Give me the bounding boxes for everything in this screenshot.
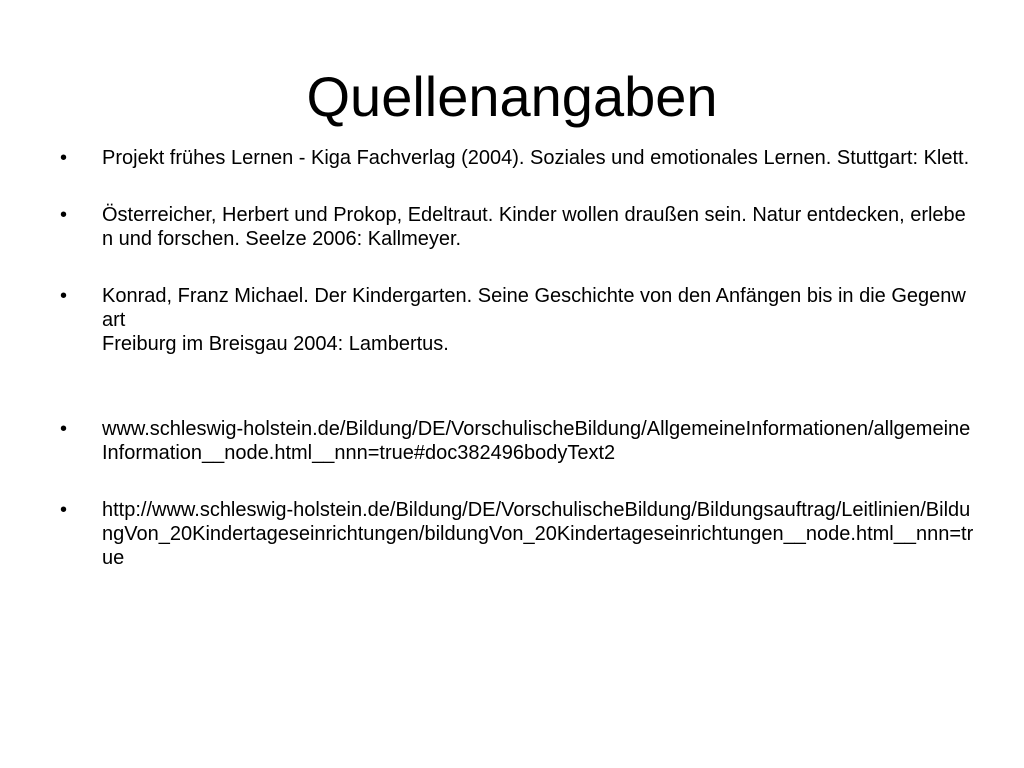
reference-item [60,203,974,251]
bullet-icon: • [60,499,68,521]
bullet-icon: • [60,204,68,226]
bullet-icon: • [60,147,68,169]
reference-item [60,146,974,170]
reference-item [60,498,974,570]
reference-item [60,284,974,356]
reference-text: Projekt frühes Lernen - Kiga Fachverlag (2004). Soziales und emotionales Lernen. Stuttgart: Klett. [102,147,970,169]
reference-url: http://www.schleswig-holstein.de/Bildung/DE/VorschulischeBildung/Bildungsauftrag/Leitlinien/BildungVon_20Kindertageseinrichtungen/bildungVon_20Kindertageseinrichtungen__node.html__nnn=true [102,499,974,569]
reference-item [60,417,974,465]
reference-text: Österreicher, Herbert und Prokop, Edeltraut. Kinder wollen draußen sein. Natur entdecken, erleben und forschen. Seelze 2006: Kallmeyer. [102,204,966,250]
reference-url: www.schleswig-holstein.de/Bildung/DE/VorschulischeBildung/AllgemeineInformationen/allgemeineInformation__node.html__nnn=true#doc382496bodyText2 [102,418,971,464]
reference-list [60,146,974,603]
bullet-icon: • [60,285,68,307]
bullet-icon: • [60,418,68,440]
slide-title: Quellenangaben [306,65,718,128]
reference-text: Konrad, Franz Michael. Der Kindergarten. Seine Geschichte von den Anfängen bis in die Gegenwart Freiburg im Breisgau 2004: Lambertus. [102,285,966,355]
